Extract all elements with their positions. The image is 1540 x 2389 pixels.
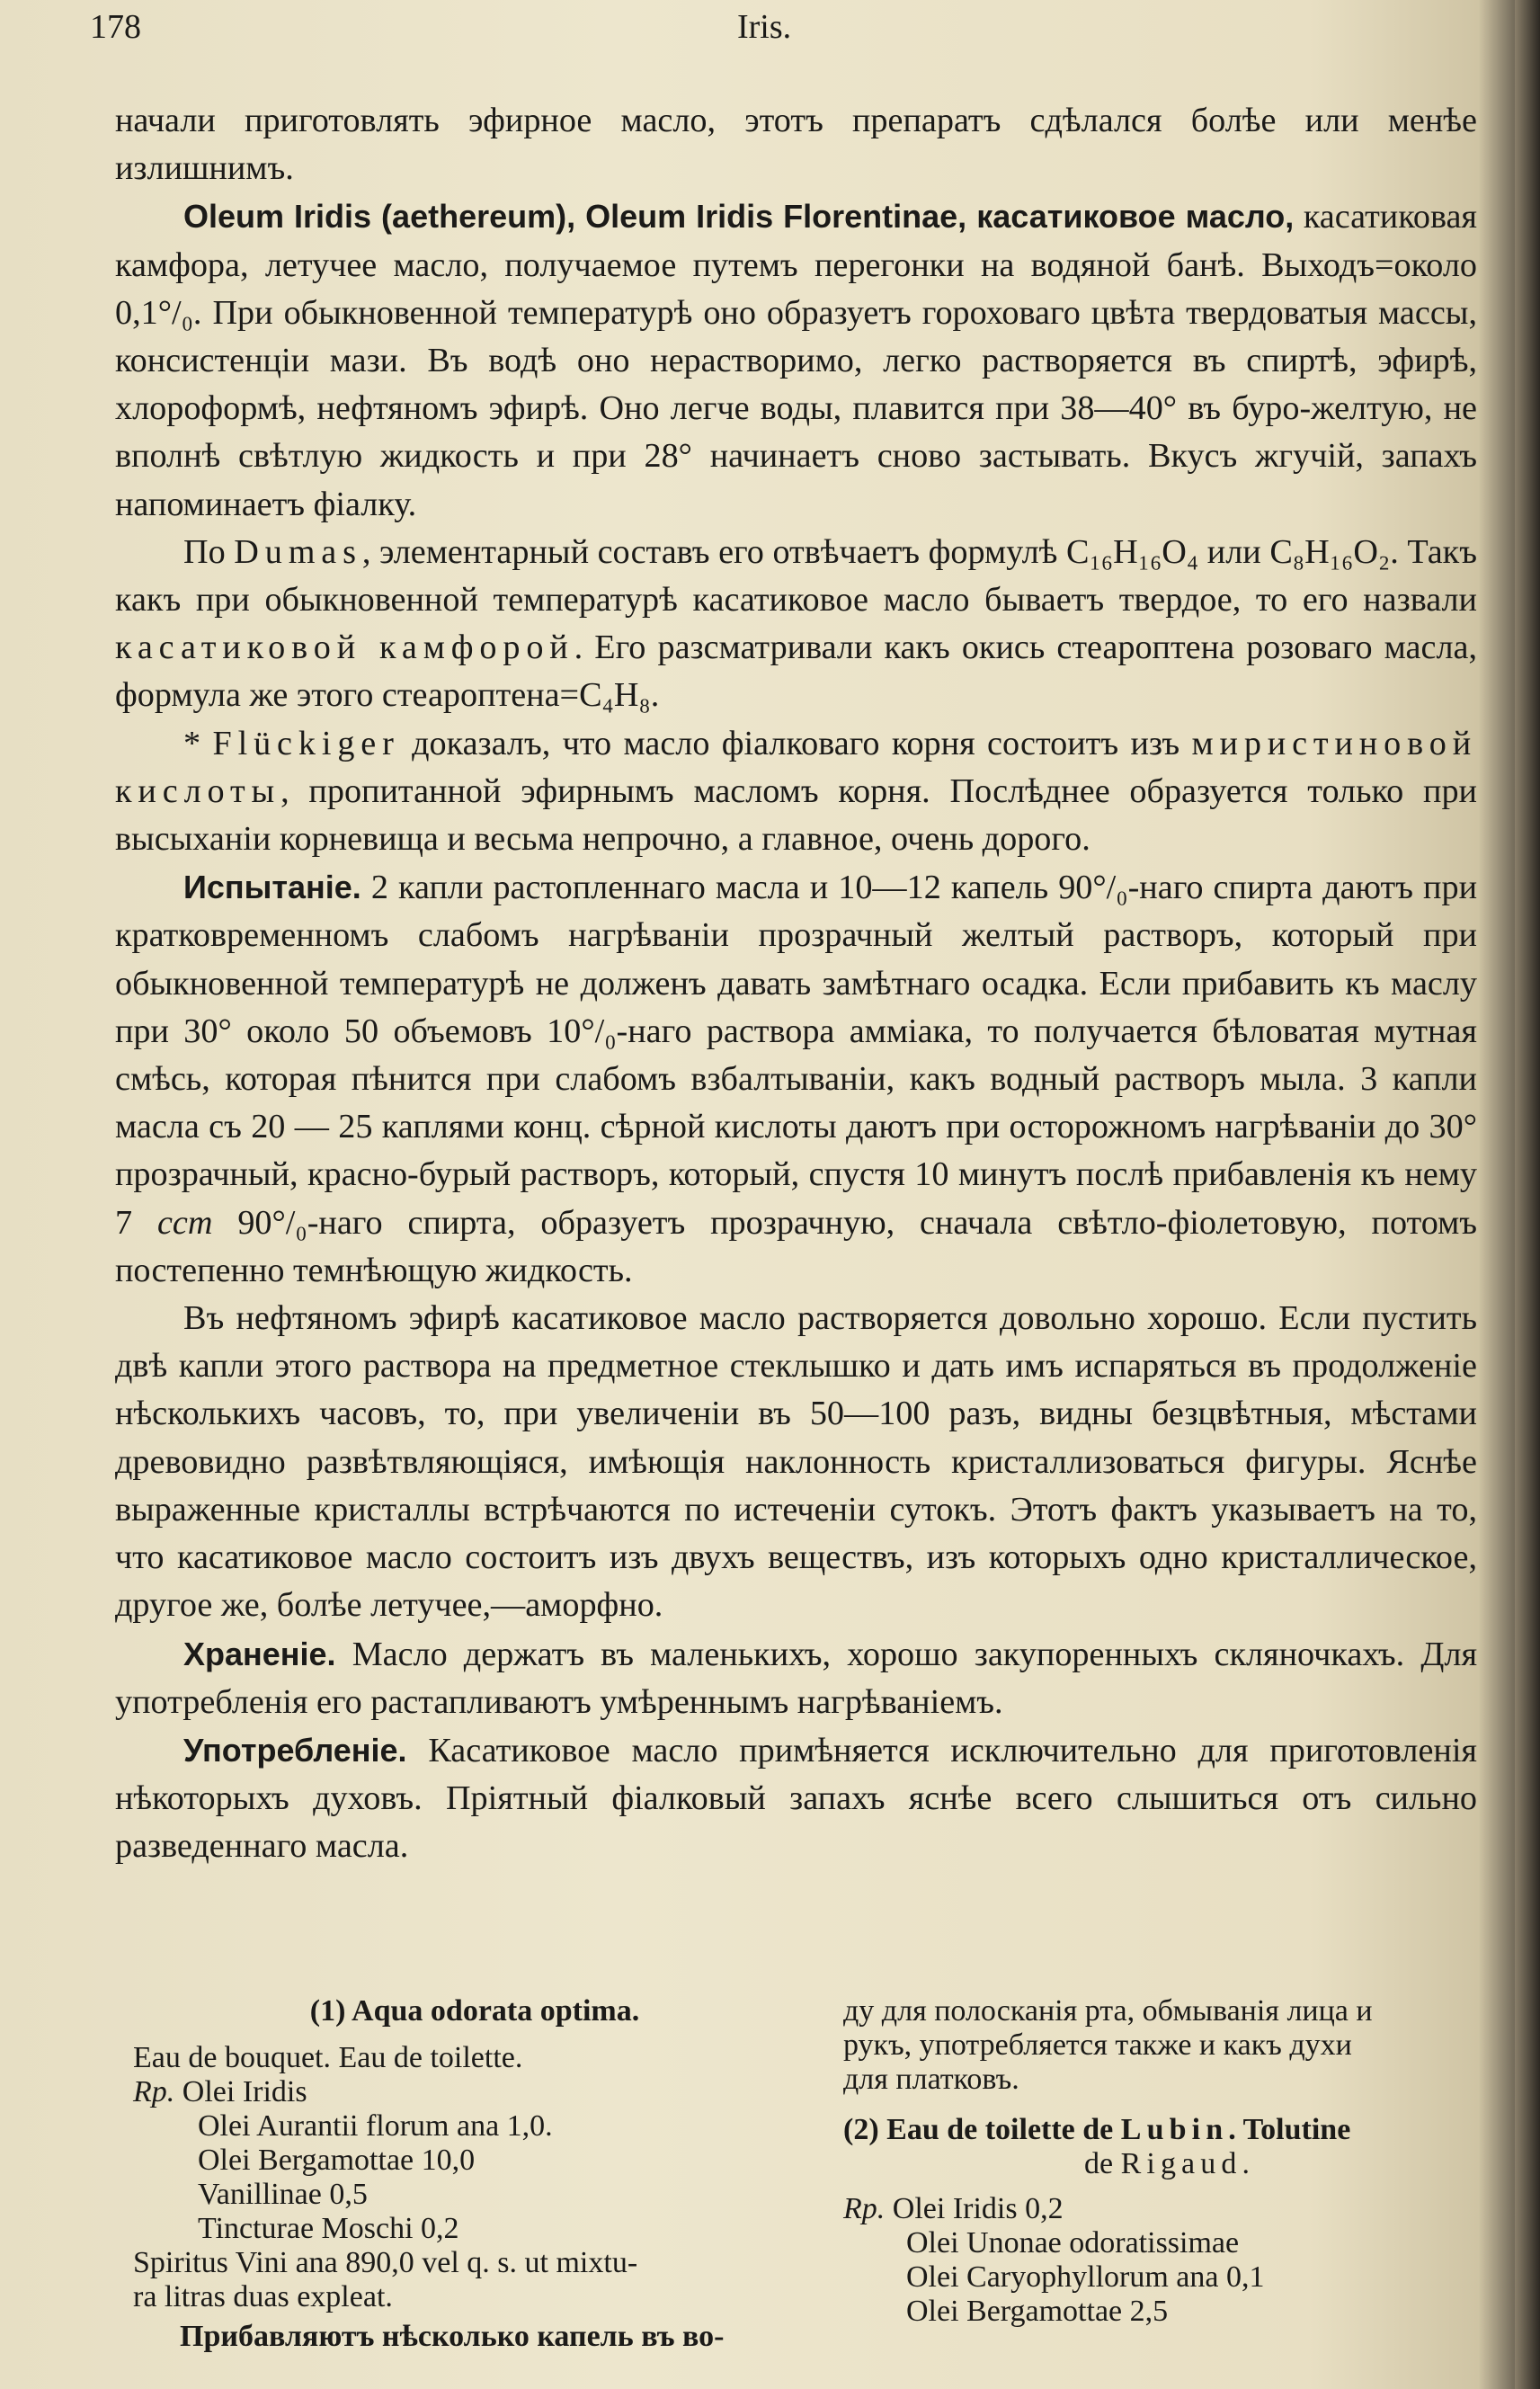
recipe-cont-line: для платковъ. (843, 2063, 1019, 2096)
recipe-1-spiritus-cont: ra litras duas expleat. (133, 2280, 393, 2313)
text-span: Касатиковое масло примѣняется исключительно для приготовленія нѣкоторыхъ духовъ. Пріятный фіалковый запахъ яснѣе всего слышиться отъ сильно разведеннаго масла. (115, 1731, 1477, 1866)
text-span: , пропитанной эфирнымъ масломъ корня. Послѣднее образуется только при высыханіи корневища и весьма непрочно, а главное, очень дорого. (115, 771, 1477, 859)
recipes-section (133, 1994, 1482, 2372)
paragraph-usage (115, 1726, 1477, 1871)
recipe-cont-line: ду для полосканія рта, обмыванія лица и (843, 1994, 1373, 2028)
heading-storage: Храненіе. (183, 1635, 336, 1672)
spaced-term: миристиновой кислоты (115, 724, 1478, 810)
text-span: de (1083, 2147, 1114, 2180)
rp-mark: Rp. (843, 2192, 886, 2225)
unit-ccm: ccm (156, 1203, 213, 1242)
paragraph-dumas (115, 529, 1477, 720)
page-header (90, 7, 1474, 52)
text-span: 2 капли растопленнаго масла и 10—12 капель 90°/₀-наго спирта даютъ при кратковременномъ слабомъ нагрѣваніи прозрачный желтый растворъ, который при обыкновенной температурѣ не долженъ давать замѣтнаго осадка. Если прибавить къ маслу при 30° около 50 объемовъ 10°/₀-наго раствора амміака, то получается бѣловатая мутная смѣсь, которая пѣнится при слабомъ взбалтываніи, какъ водный растворъ мыла. 3 капли масла съ 20 — 25 каплями конц. сѣрной кислоты даютъ при осторожномъ нагрѣваніи до 30° прозрачный, красно-бурый растворъ, который, спустя 10 минутъ послѣ прибавленія къ нему 7 (115, 869, 1478, 1242)
rp-mark: Rp. (133, 2075, 175, 2108)
text-span: . (1242, 2147, 1251, 2180)
author-name: Lubin (1120, 2113, 1229, 2146)
recipe-2-line: Olei Unonae odoratissimae (906, 2226, 1240, 2260)
recipe-1-line: Olei Bergamottae 10,0 (198, 2144, 476, 2177)
recipe-cont-line: рукъ, употребляется также и какъ духи (843, 2028, 1352, 2062)
author-name: Dumas (234, 532, 362, 571)
recipe-1-subtitle: Eau de bouquet. Eau de toilette. (133, 2041, 523, 2074)
author-name: Rigaud (1120, 2147, 1242, 2180)
paragraph-fluckiger (115, 720, 1477, 864)
text-span: По (183, 532, 226, 571)
text-span: 90°/₀-наго спирта, образуетъ прозрачную, сначала свѣтло-фіолетовую, потомъ постепенно темнѣющую жидкость. (115, 1203, 1477, 1289)
text-span: (2) Eau de toilette de (843, 2113, 1114, 2146)
recipe-1-spiritus: Spiritus Vini ana 890,0 vel q. s. ut mixtu- (133, 2246, 638, 2279)
recipe-2-line: Olei Bergamottae 2,5 (906, 2295, 1169, 2328)
ingredient: Olei Iridis (182, 2075, 307, 2108)
text-span: . Tolutine (1228, 2113, 1351, 2146)
page-number: 178 (90, 8, 141, 46)
recipe-2-line (843, 2192, 1491, 2226)
heading-oleum-iridis: Oleum Iridis (aethereum), Oleum Iridis Florentinae, касатиковое масло, (183, 198, 1295, 236)
author-name: Flückiger (212, 724, 400, 762)
recipe-1-title: (1) Aqua odorata optima. (309, 1994, 640, 2028)
heading-usage: Употребленіе. (183, 1731, 407, 1769)
paragraph-intro: начали приготовлять эфирное масло, этотъ препаратъ сдѣлался болѣе или менѣе излишнимъ. (115, 102, 1477, 188)
spaced-term: касатиковой камфорой (115, 628, 574, 667)
heading-testing: Испытаніе. (183, 869, 361, 906)
text-span: Масло держатъ въ маленькихъ, хорошо закупоренныхъ скляночкахъ. Для употребленія его растапливаютъ умѣреннымъ нагрѣваніемъ. (115, 1635, 1478, 1721)
recipe-1-line: Tincturae Moschi 0,2 (198, 2212, 459, 2245)
recipe-1-note: Прибавляютъ нѣсколько капель въ во- (180, 2320, 725, 2353)
text-span: * (183, 724, 201, 762)
recipe-2-title (843, 2113, 1491, 2147)
paragraph-oleum-iridis (115, 192, 1477, 528)
paragraph-testing (115, 863, 1477, 1295)
paragraph-petroleum-ether: Въ нефтяномъ эфирѣ касатиковое масло растворяется довольно хорошо. Если пустить двѣ капли этого раствора на предметное стеклышко и дать имъ испаряться въ продолженіе нѣсколькихъ часовъ, то, при увеличеніи въ 50—100 разъ, видны безцвѣтныя, мѣстами древовидно развѣтвляющіяся, имѣющія наклонность кристаллизоваться фигуры. Яснѣе выраженные кристаллы встрѣчаются по истеченіи сутокъ. Этотъ фактъ указываетъ на то, что касатиковое масло состоитъ изъ двухъ веществъ, изъ которыхъ одно кристаллическое, другое же, болѣе летучее,—аморфно. (115, 1299, 1477, 1625)
text-span: доказалъ, что масло фіалковаго корня состоитъ изъ (412, 724, 1180, 762)
book-spine (1515, 0, 1540, 2389)
paragraph-storage (115, 1630, 1477, 1726)
text-span: , элементарный составъ его отвѣчаетъ формулѣ C₁₆H₁₆O₄ или C₈H₁₆O₂. Такъ какъ при обыкновенной температурѣ касатиковое масло бываетъ твердое, то его назвали (115, 532, 1477, 620)
running-title: Iris. (737, 8, 792, 46)
recipe-2-title-cont (843, 2147, 1491, 2181)
main-text (115, 97, 1477, 1871)
paragraph-text: касатиковая камфора, летучее масло, получаемое путемъ перегонки на водяной банѣ. Выходъ=около 0,1°/₀. При обыкновенной температурѣ оно образуетъ гороховаго цвѣта твердоватыя массы, консистенціи мази. Въ водѣ оно нерастворимо, легко растворяется въ спиртѣ, эфирѣ, хлороформѣ, нефтяномъ эфирѣ. Оно легче воды, плавится при 38—40° въ буро-желтую, не вполнѣ свѣтлую жидкость и при 28° начинаетъ сново застывать. Вкусъ жгучій, запахъ напоминаетъ фіалку. (115, 198, 1477, 523)
recipe-column-right (843, 1994, 1491, 2329)
recipe-1-line: Vanillinae 0,5 (198, 2178, 368, 2211)
recipe-1 (133, 1994, 816, 2354)
recipe-2-line: Olei Caryophyllorum ana 0,1 (906, 2260, 1265, 2294)
ingredient: Olei Iridis 0,2 (892, 2192, 1064, 2225)
recipe-1-line: Olei Aurantii florum ana 1,0. (198, 2109, 553, 2143)
recipe-1-line (133, 2075, 816, 2109)
text-span: . Его разсматривали какъ окись стеароптена розоваго масла, формула же этого стеароптена=C₄H₈. (115, 628, 1477, 715)
